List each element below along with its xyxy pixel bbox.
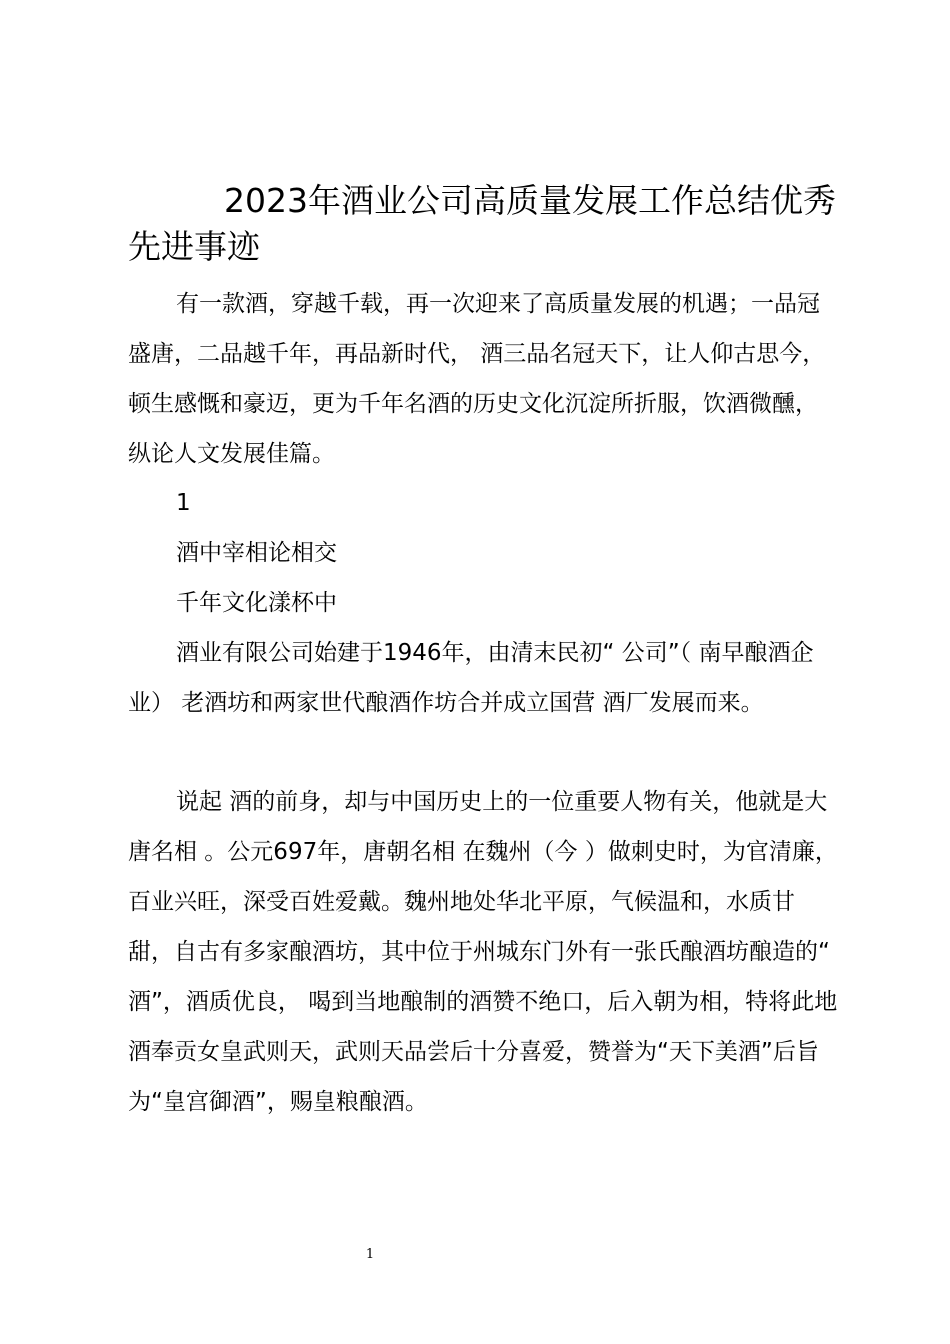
paragraph-origin-story: 说起 酒的前身，却与中国历史上的一位重要人物有关，他就是大唐名相 。公元697年，唐朝名相 在魏州（今 ）做刺史时，为官清廉，百业兴旺，深受百姓爱戴。魏州地处华北平原，气候温和，水质甘甜，自古有多家酿酒坊，其中位于州城东门外有一张氏酿酒坊酿造的“ 酒”，酒质优良， 喝到当地酿制的酒赞不绝口，后入朝为相，特将此地酒奉贡女皇武则天，武则天品尝后十分喜爱，赞誉为“天下美酒”后旨为“皇宫御酒”，赐皇粮酿酒。: [128, 789, 838, 1115]
paragraph-intro: 有一款酒，穿越千载，再一次迎来了高质量发展的机遇；一品冠盛唐，二品越千年，再品新时代， 酒三品名冠天下，让人仰古思今，顿生感慨和豪迈，更为千年名酒的历史文化沉淀所折服，饮酒微醺，纵论人文发展佳篇。: [128, 291, 826, 467]
section-heading-line-2: 千年文化漾杯中: [176, 590, 337, 616]
document-title: 2023年酒业公司高质量发展工作总结优秀先进事迹: [128, 181, 836, 266]
page-number: 1: [365, 1247, 375, 1262]
section-heading-line-1: 酒中宰相论相交: [176, 540, 337, 566]
section-number: 1: [176, 490, 191, 516]
paragraph-company-history: 酒业有限公司始建于1946年，由清末民初“ 公司”（ 南早酿酒企业） 老酒坊和两家世代酿酒作坊合并成立国营 酒厂发展而来。: [128, 640, 814, 716]
